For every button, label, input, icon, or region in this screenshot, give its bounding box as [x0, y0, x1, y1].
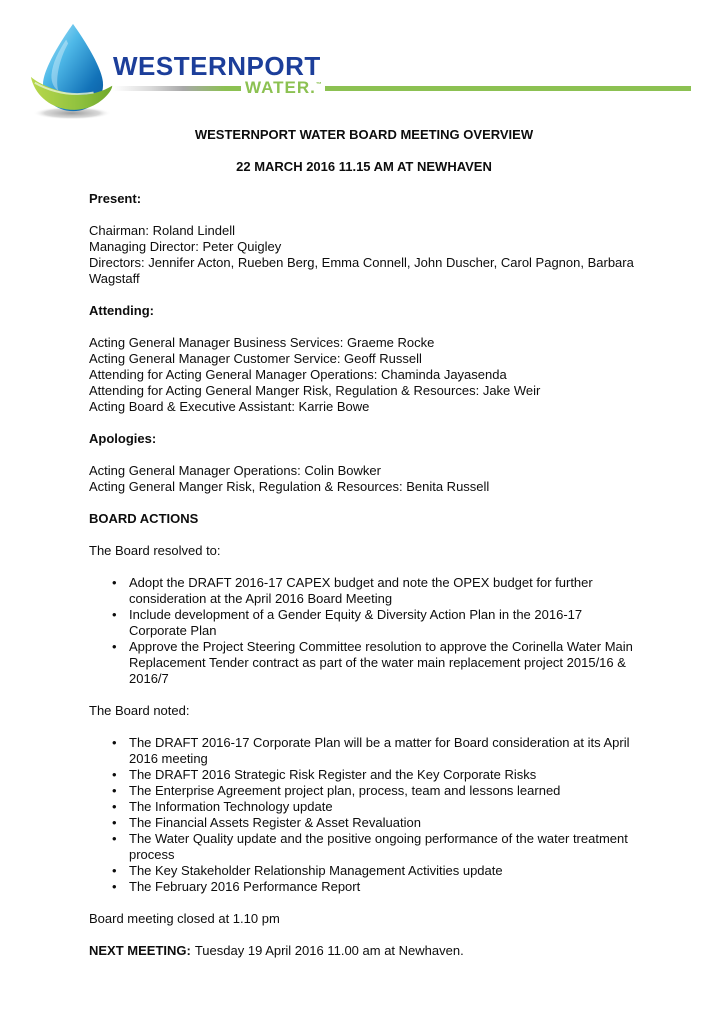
bullet-item: • The Enterprise Agreement project plan, process, team and lessons learned: [89, 783, 639, 799]
bullet-item: • The DRAFT 2016-17 Corporate Plan will be a matter for Board consideration at its April 2016 meeting: [89, 735, 639, 767]
wordmark: [113, 53, 699, 96]
document-subtitle: 22 MARCH 2016 11.15 AM AT NEWHAVEN: [236, 159, 492, 174]
document-title: WESTERNPORT WATER BOARD MEETING OVERVIEW: [194, 127, 534, 142]
section-heading-present: Present:: [89, 191, 142, 206]
attending-list: [89, 335, 639, 415]
bullet-item: • The February 2016 Performance Report: [89, 879, 639, 895]
brand-name-primary: WESTERNPORT: [113, 51, 321, 81]
noted-bullet-list: [89, 735, 639, 895]
closing-statement: Board meeting closed at 1.10 pm: [89, 911, 280, 926]
westernport-water-logo: [28, 20, 700, 120]
trademark-symbol: ™: [315, 82, 323, 88]
present-list: [89, 223, 639, 287]
attending-line: Attending for Acting General Manager Operations: Chaminda Jayasenda: [89, 367, 507, 382]
gradient-rule: [113, 86, 241, 91]
section-heading-apologies: Apologies:: [89, 431, 157, 446]
bullet-item: • Include development of a Gender Equity & Diversity Action Plan in the 2016-17 Corporate Plan: [89, 607, 639, 639]
resolved-intro: The Board resolved to:: [89, 543, 221, 558]
apologies-line: Acting General Manager Operations: Colin Bowker: [89, 463, 381, 478]
attending-line: Acting General Manager Customer Service: Geoff Russell: [89, 351, 422, 366]
bullet-item: • Adopt the DRAFT 2016-17 CAPEX budget and note the OPEX budget for further consideration at the April 2016 Board Meeting: [89, 575, 639, 607]
present-line: Managing Director: Peter Quigley: [89, 239, 282, 254]
attending-line: Attending for Acting General Manger Risk, Regulation & Resources: Jake Weir: [89, 383, 541, 398]
bullet-item: • The Key Stakeholder Relationship Management Activities update: [89, 863, 639, 879]
present-line: Chairman: Roland Lindell: [89, 223, 235, 238]
section-heading-board-actions: BOARD ACTIONS: [89, 511, 199, 526]
apologies-line: Acting General Manger Risk, Regulation & Resources: Benita Russell: [89, 479, 490, 494]
next-meeting-text: Tuesday 19 April 2016 11.00 am at Newhaven.: [194, 943, 464, 958]
apologies-list: [89, 463, 639, 495]
bullet-item: • The Information Technology update: [89, 799, 639, 815]
brand-row: [113, 80, 699, 96]
attending-line: Acting Board & Executive Assistant: Karrie Bowe: [89, 399, 370, 414]
document-content: [89, 127, 639, 975]
brand-name-secondary: [241, 80, 325, 96]
resolved-bullet-list: [89, 575, 639, 687]
bullet-item: • The Financial Assets Register & Asset Revaluation: [89, 815, 639, 831]
green-rule: [325, 86, 691, 91]
bullet-item: • Approve the Project Steering Committee resolution to approve the Corinella Water Main Replacement Tender contract as part of the water main replacement project 2015/16 & 2016/7: [89, 639, 639, 687]
brand-secondary-text: WATER.: [245, 78, 316, 97]
bullet-item: • The DRAFT 2016 Strategic Risk Register and the Key Corporate Risks: [89, 767, 639, 783]
present-line: Directors: Jennifer Acton, Rueben Berg, Emma Connell, John Duscher, Carol Pagnon, Barbara Wagstaff: [89, 255, 634, 286]
water-drop-leaf-icon: [28, 22, 118, 120]
next-meeting-line: [89, 943, 639, 959]
section-heading-attending: Attending:: [89, 303, 154, 318]
bullet-item: • The Water Quality update and the positive ongoing performance of the water treatment process: [89, 831, 639, 863]
noted-intro: The Board noted:: [89, 703, 190, 718]
attending-line: Acting General Manager Business Services: Graeme Rocke: [89, 335, 435, 350]
next-meeting-label: NEXT MEETING:: [89, 943, 191, 958]
